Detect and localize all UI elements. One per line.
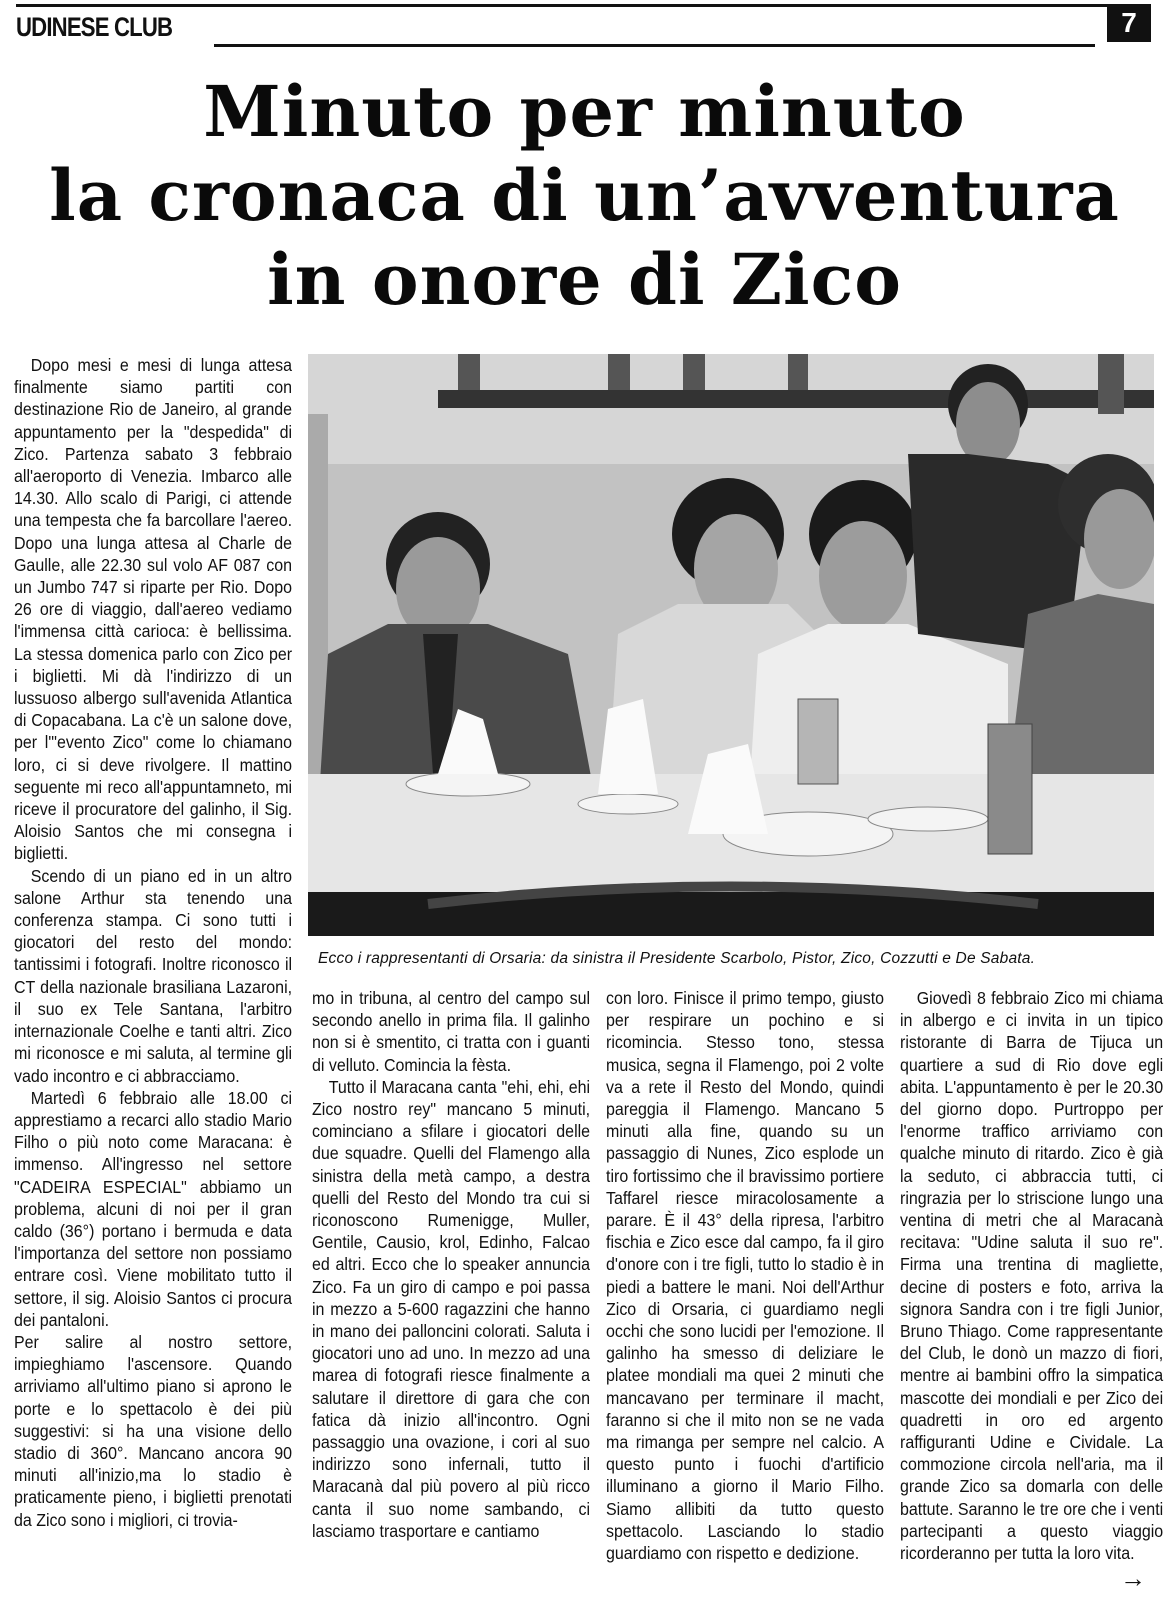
club-title: UDINESE CLUB bbox=[16, 12, 173, 42]
article-column-3 bbox=[606, 987, 884, 1564]
headline bbox=[0, 70, 1169, 322]
article-column-4 bbox=[900, 987, 1163, 1564]
masthead-rule bbox=[214, 44, 1095, 47]
article-paragraph: Dopo mesi e mesi di lunga attesa finalmente siamo partiti con destinazione Rio de Janeiro, al grande appuntamento per la "despedida" di Zico. Partenza sabato 3 febbraio all'aeroporto di Venezia. Imbarco alle 14.30. Allo scalo di Parigi, ci attende una tempesta che fa barcollare l'aereo. Dopo una lunga attesa al Charle de Gaulle, alle 22.30 sul volo AF 087 con un Jumbo 747 si riparte per Rio. Dopo 26 ore di viaggio, dall'aereo vediamo l'immensa città carioca: è bellissima. La stessa domenica parlo con Zico per i biglietti. Mi dà l'indirizzo di un lussuoso albergo sull'avenida Atlantica di Copacabana. La c'è un salone dove, per l'"evento Zico" come lo chiamano loro, ci si deve rivolgere. Il mattino seguente mi reco all'appuntamneto, mi riceve il procuratore del galinho, il Sig. Aloisio Santos che mi consegna i biglietti. bbox=[14, 355, 293, 864]
masthead bbox=[16, 4, 1151, 46]
article-paragraph: Martedì 6 febbraio alle 18.00 ci apprestiamo a recarci allo stadio Mario Filho o più noto come Maracana: è immenso. All'ingresso nel settore "CADEIRA ESPECIAL" abbiamo un problema, alcuni di noi per il gran caldo (36°) portano i bermuda e data l'importanza del settore non possiamo entrare così. Viene mobilitato tutto il settore, il sig. Aloisio Santos ci procura dei pantaloni. bbox=[14, 1087, 293, 1330]
article-column-1 bbox=[14, 354, 292, 1531]
article-paragraph: Tutto il Maracana canta "ehi, ehi, ehi Zico nostro rey" mancano 5 minuti, cominciano a sfilare i giocatori delle due squadre. Quelli del Flamengo alla sinistra della metà campo, a destra quelli del Resto del Mondo tra cui si riconoscono Rumenigge, Muller, Gentile, Causio, krol, Edinho, Falcao ed altri. Ecco che lo speaker annuncia Zico. Fa un giro di campo e poi passa in mezzo a 5-600 ragazzini che hanno in mano dei palloncini colorati. Saluta i giocatori uno ad uno. In mezzo ad una marea di fotografi riesce finalmente a salutare il direttore di gara che con fatica dà inizio all'incontro. Ogni passaggio una ovazione, i cori al suo indirizzo sono infernali, tutto il Maracanà dal più povero al più ricco canta il suo nome sambando, ci lasciamo trasportare e cantiamo bbox=[312, 1076, 591, 1541]
article-paragraph: Scendo di un piano ed in un altro salone Arthur sta tenendo una conferenza stampa. Ci sono tutti i giocatori del resto del mondo: tantissimi i fotografi. Inoltre riconosco il CT della nazionale brasiliana Lazaroni, il suo ex Tele Santana, l'arbitro internazionale Coelhe e tanti altri. Zico mi riconosce e mi saluta, al termine gli vado incontro e ci abbracciamo. bbox=[14, 865, 293, 1086]
headline-line-2: la cronaca di un’avventura bbox=[49, 154, 1120, 237]
article-column-2 bbox=[312, 987, 590, 1542]
group-photo bbox=[308, 354, 1154, 936]
continue-arrow-icon: → bbox=[1120, 1563, 1146, 1593]
article-paragraph: Per salire al nostro settore, impieghiamo l'ascensore. Quando arriviamo all'ultimo piano si aprono le porte e lo spettacolo è dei più suggestivi: si ha una visione dello stadio di 360°. Mancano ancora 90 minuti all'inizio,ma lo stadio è praticamente pieno, i biglietti prenotati da Zico sono i migliori, ci trovia- bbox=[14, 1331, 293, 1530]
group-photo-illustration bbox=[308, 354, 1154, 936]
masthead-top-rule bbox=[16, 4, 1151, 7]
page-number: 7 bbox=[1107, 4, 1151, 42]
headline-line-1: Minuto per minuto bbox=[203, 70, 966, 153]
headline-line-3: in onore di Zico bbox=[267, 238, 902, 321]
article-paragraph: mo in tribuna, al centro del campo sul secondo anello in prima fila. Il galinho non si è smentito, ci tratta con i guanti di velluto. Comincia la fèsta. bbox=[312, 988, 591, 1075]
article-paragraph: con loro. Finisce il primo tempo, giusto per respirare un pochino e si ricomincia. Stesso tono, stessa musica, segna il Flamengo, poi 2 volte va a rete il Resto del Mondo, quindi pareggia il Flamengo. Mancano 5 minuti alla fine, quando su un passaggio di Nunes, Zico esplode un tiro fortissimo che il bravissimo portiere Taffarel riesce miracolosamente a parare. È il 43° della ripresa, l'arbitro fischia e Zico esce dal campo, fa il giro d'onore con i tre figli, tutto lo stadio è in piedi a battere le mani. Noi dell'Arthur Zico di Orsaria, ci guardiamo negli occhi che sono lucidi per l'emozione. Il galinho ha smesso di deliziare le platee mondiali ma quei 2 minuti che mancavano per terminare il macht, faranno si che il mito non se ne vada ma rimanga per sempre nel calcio. A questo punto i fuochi d'artificio illuminano a giorno il Mario Filho. Siamo allibiti da tutto questo spettacolo. Lasciando lo stadio guardiamo con rispetto e dedizione. bbox=[606, 988, 885, 1564]
photo-caption: Ecco i rappresentanti di Orsaria: da sinistra il Presidente Scarbolo, Pistor, Zico, Cozzutti e De Sabata. bbox=[318, 950, 1036, 967]
article-paragraph: Giovedì 8 febbraio Zico mi chiama in albergo e ci invita in un tipico ristorante di Barra de Tijuca un quartiere a sud di Rio dove egli abita. L'appuntamento è per le 20.30 del giorno dopo. Purtroppo per l'enorme traffico arriviamo con qualche minuto di ritardo. Zico è già la seduto, ci abbraccia tutti, ci ringrazia per lo striscione lungo una ventina di metri che al Maracanà recitava: "Udine saluta il suo re". Firma una trentina di magliette, decine di posters e foto, arriva la signora Sandra con i tre figli Junior, Bruno Thiago. Come rappresentante del Club, le donò un mazzo di fiori, mentre ai bambini offro la simpatica mascotte dei mondiali e per Zico dei quadretti in oro ed argento raffiguranti Udine e Cividale. La commozione circola nell'aria, ma il grande Zico sa domarla con delle battute. Saranno le tre ore che i venti partecipanti a questo viaggio ricorderanno per tutta la loro vita. bbox=[900, 988, 1164, 1564]
